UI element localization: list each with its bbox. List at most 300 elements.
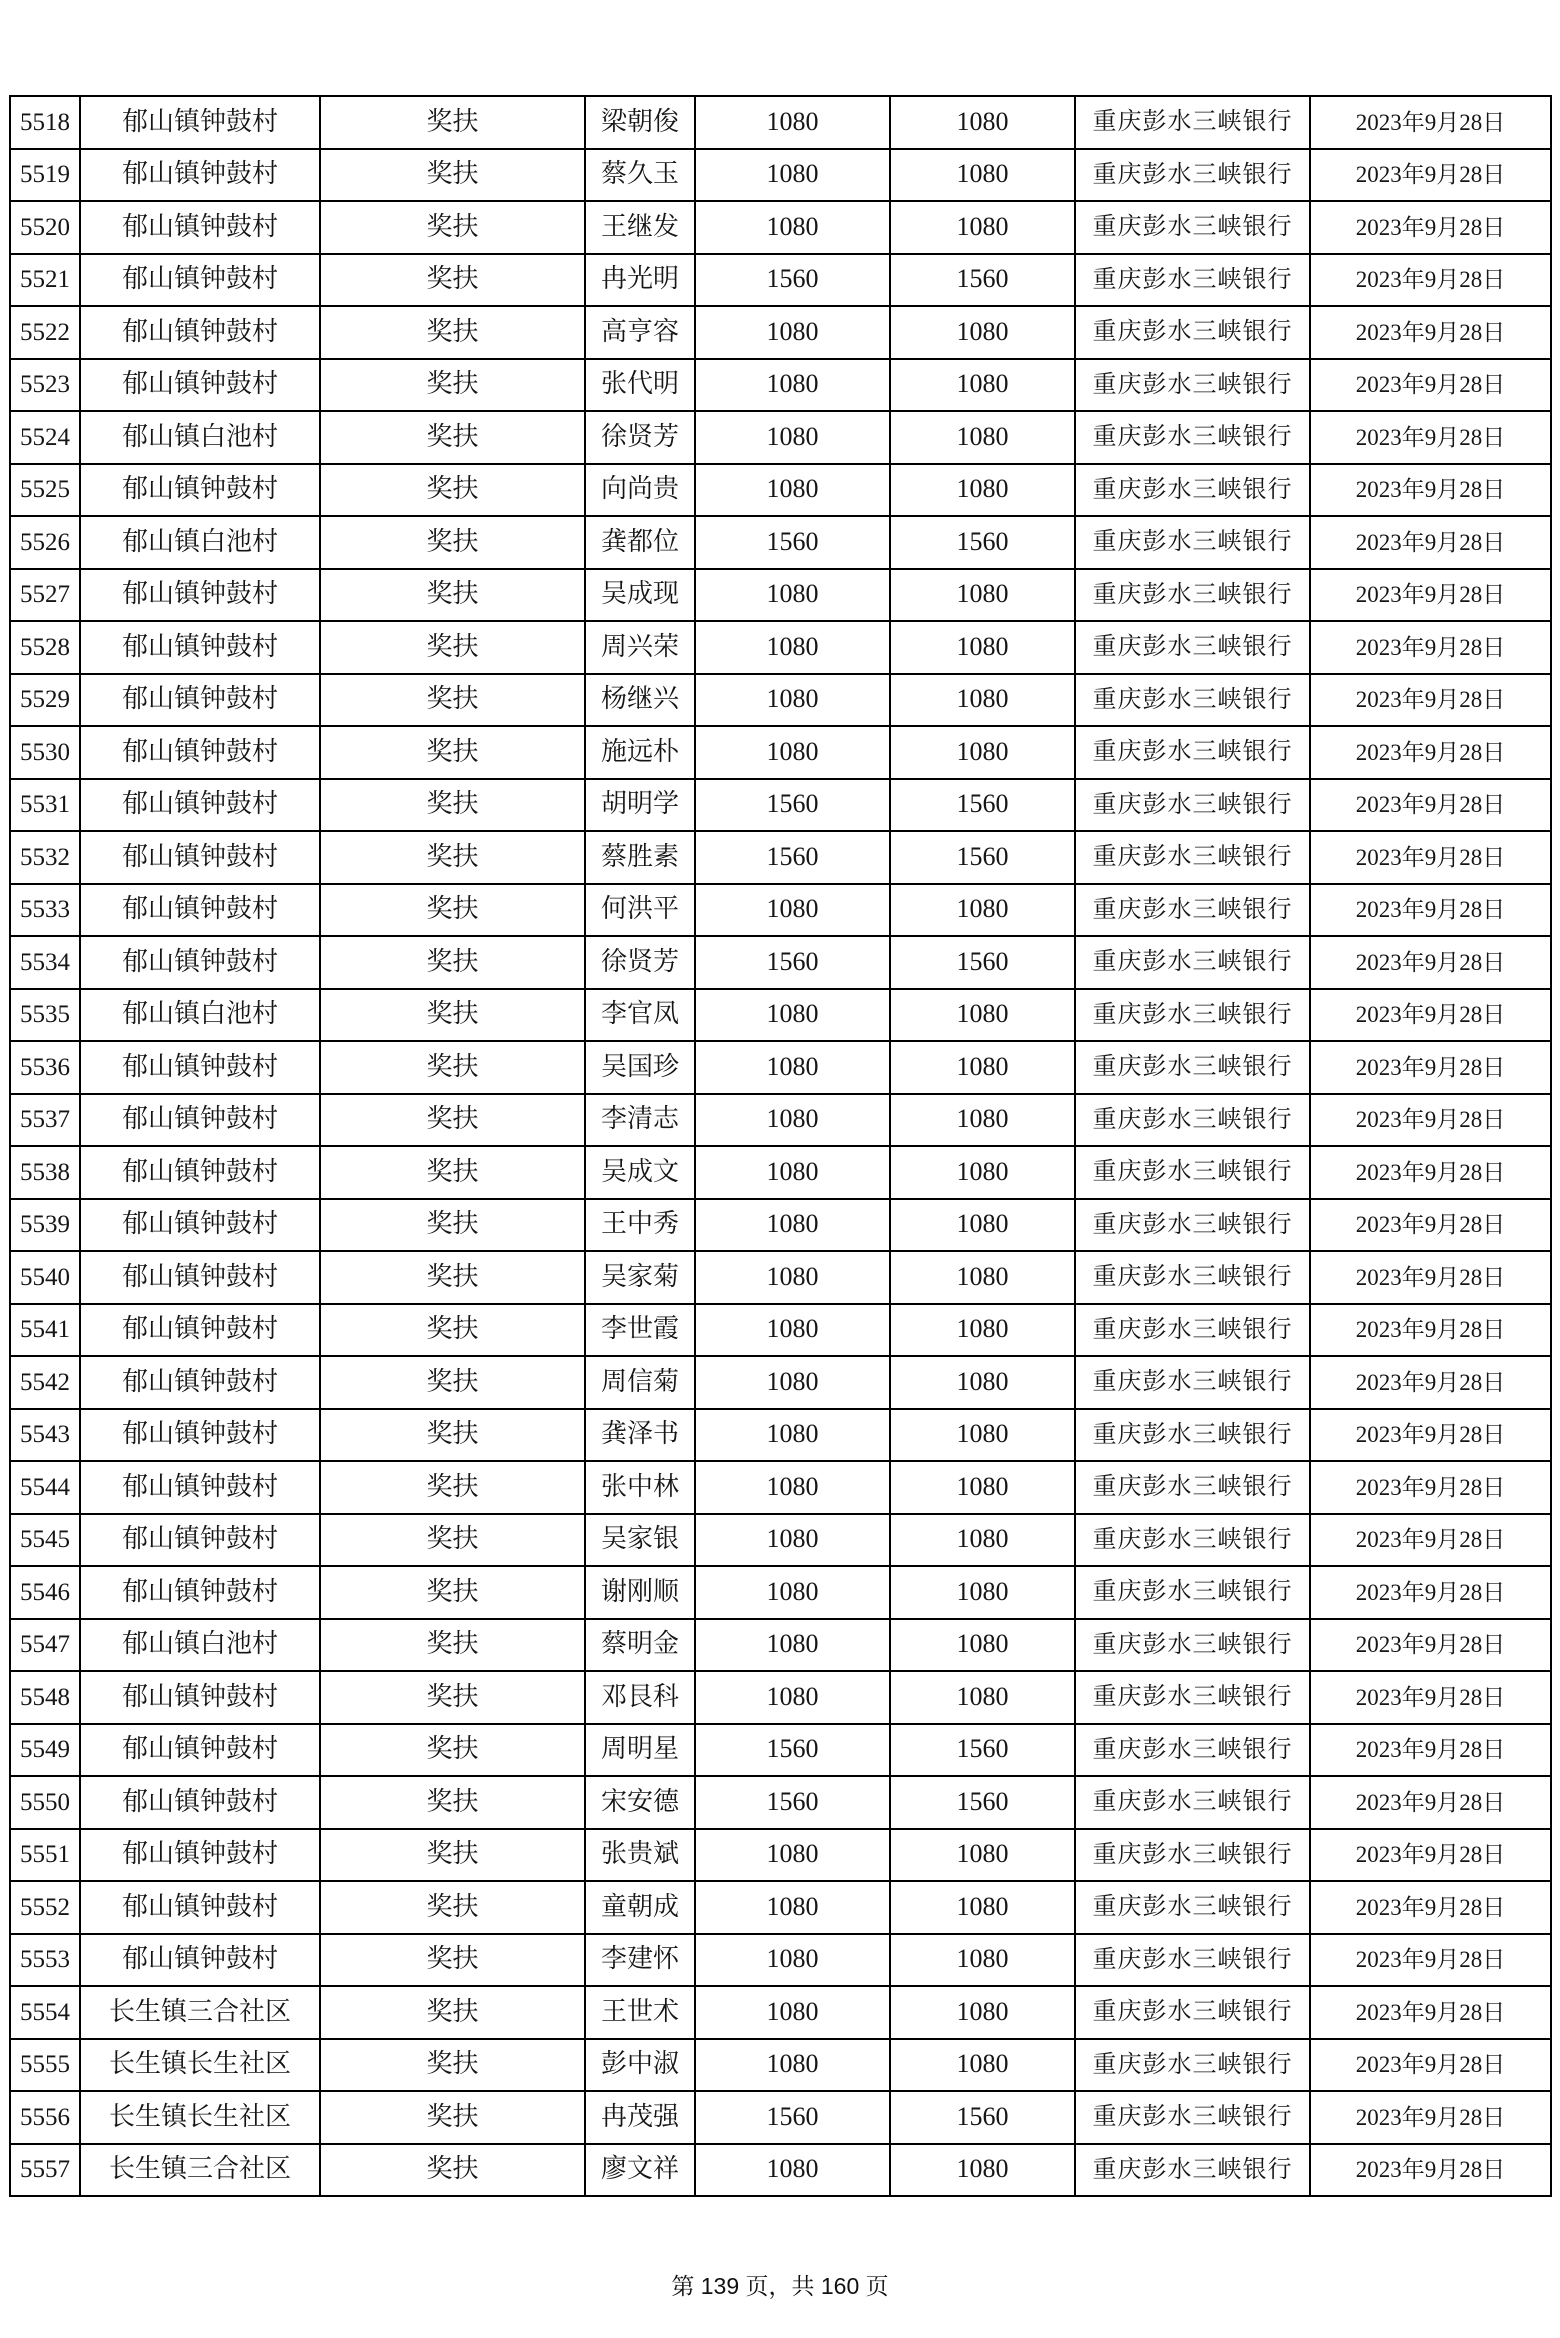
table-row [10,1251,1551,1304]
cell-category: 奖扶 [320,254,585,307]
cell-bank: 重庆彭水三峡银行 [1075,359,1310,412]
cell-amount-1: 1560 [695,254,890,307]
cell-serial-number: 5544 [10,1461,80,1514]
cell-amount-1: 1080 [695,359,890,412]
cell-category: 奖扶 [320,569,585,622]
cell-date: 2023年9月28日 [1310,2039,1551,2092]
cell-amount-1: 1080 [695,1514,890,1567]
cell-person-name: 彭中淑 [585,2039,695,2092]
table-row [10,149,1551,202]
cell-serial-number: 5555 [10,2039,80,2092]
cell-village: 郁山镇钟鼓村 [80,831,320,884]
cell-amount-2: 1080 [890,1146,1075,1199]
cell-category: 奖扶 [320,1461,585,1514]
table-row [10,1409,1551,1462]
cell-serial-number: 5524 [10,411,80,464]
cell-serial-number: 5535 [10,989,80,1042]
cell-category: 奖扶 [320,411,585,464]
cell-amount-1: 1080 [695,1199,890,1252]
cell-amount-2: 1080 [890,1829,1075,1882]
cell-serial-number: 5542 [10,1356,80,1409]
cell-date: 2023年9月28日 [1310,569,1551,622]
table-row [10,516,1551,569]
table-row [10,726,1551,779]
cell-amount-2: 1080 [890,306,1075,359]
cell-amount-2: 1080 [890,1356,1075,1409]
cell-category: 奖扶 [320,1619,585,1672]
cell-serial-number: 5539 [10,1199,80,1252]
cell-date: 2023年9月28日 [1310,1514,1551,1567]
cell-bank: 重庆彭水三峡银行 [1075,1881,1310,1934]
cell-amount-2: 1080 [890,1986,1075,2039]
cell-person-name: 何洪平 [585,884,695,937]
cell-date: 2023年9月28日 [1310,2091,1551,2144]
cell-bank: 重庆彭水三峡银行 [1075,1566,1310,1619]
cell-amount-1: 1080 [695,674,890,727]
cell-date: 2023年9月28日 [1310,1881,1551,1934]
cell-date: 2023年9月28日 [1310,884,1551,937]
cell-date: 2023年9月28日 [1310,411,1551,464]
cell-person-name: 李清志 [585,1094,695,1147]
cell-date: 2023年9月28日 [1310,779,1551,832]
cell-category: 奖扶 [320,1881,585,1934]
cell-date: 2023年9月28日 [1310,1724,1551,1777]
table-row [10,884,1551,937]
cell-amount-2: 1080 [890,2144,1075,2197]
cell-person-name: 宋安德 [585,1776,695,1829]
cell-bank: 重庆彭水三峡银行 [1075,1356,1310,1409]
cell-amount-2: 1080 [890,726,1075,779]
cell-category: 奖扶 [320,936,585,989]
cell-category: 奖扶 [320,1829,585,1882]
cell-category: 奖扶 [320,1251,585,1304]
cell-amount-1: 1080 [695,1041,890,1094]
cell-village: 郁山镇钟鼓村 [80,569,320,622]
cell-category: 奖扶 [320,1094,585,1147]
cell-amount-1: 1560 [695,1776,890,1829]
cell-person-name: 周兴荣 [585,621,695,674]
cell-village: 郁山镇钟鼓村 [80,306,320,359]
cell-category: 奖扶 [320,884,585,937]
cell-village: 郁山镇钟鼓村 [80,1094,320,1147]
table-row [10,2091,1551,2144]
cell-village: 郁山镇钟鼓村 [80,1934,320,1987]
cell-bank: 重庆彭水三峡银行 [1075,1199,1310,1252]
cell-category: 奖扶 [320,2144,585,2197]
cell-category: 奖扶 [320,1934,585,1987]
cell-village: 郁山镇钟鼓村 [80,1566,320,1619]
cell-serial-number: 5549 [10,1724,80,1777]
cell-bank: 重庆彭水三峡银行 [1075,1146,1310,1199]
cell-bank: 重庆彭水三峡银行 [1075,621,1310,674]
cell-date: 2023年9月28日 [1310,96,1551,149]
cell-amount-2: 1080 [890,1934,1075,1987]
cell-serial-number: 5536 [10,1041,80,1094]
cell-person-name: 梁朝俊 [585,96,695,149]
cell-category: 奖扶 [320,674,585,727]
cell-amount-1: 1560 [695,936,890,989]
cell-amount-2: 1560 [890,516,1075,569]
cell-bank: 重庆彭水三峡银行 [1075,831,1310,884]
cell-serial-number: 5523 [10,359,80,412]
cell-person-name: 童朝成 [585,1881,695,1934]
cell-amount-1: 1560 [695,516,890,569]
cell-amount-1: 1560 [695,2091,890,2144]
cell-category: 奖扶 [320,2091,585,2144]
cell-serial-number: 5522 [10,306,80,359]
cell-serial-number: 5520 [10,201,80,254]
cell-category: 奖扶 [320,1356,585,1409]
cell-amount-2: 1560 [890,1776,1075,1829]
cell-village: 郁山镇钟鼓村 [80,149,320,202]
table-row [10,1041,1551,1094]
cell-date: 2023年9月28日 [1310,1251,1551,1304]
cell-bank: 重庆彭水三峡银行 [1075,1409,1310,1462]
cell-amount-1: 1080 [695,1304,890,1357]
cell-village: 郁山镇钟鼓村 [80,936,320,989]
cell-serial-number: 5540 [10,1251,80,1304]
cell-bank: 重庆彭水三峡银行 [1075,2091,1310,2144]
cell-amount-2: 1560 [890,779,1075,832]
cell-village: 郁山镇钟鼓村 [80,726,320,779]
cell-amount-1: 1080 [695,1094,890,1147]
cell-village: 郁山镇钟鼓村 [80,359,320,412]
cell-village: 郁山镇钟鼓村 [80,1671,320,1724]
cell-village: 郁山镇钟鼓村 [80,779,320,832]
cell-village: 郁山镇白池村 [80,411,320,464]
cell-serial-number: 5521 [10,254,80,307]
cell-date: 2023年9月28日 [1310,1829,1551,1882]
cell-amount-2: 1080 [890,1671,1075,1724]
cell-person-name: 周信菊 [585,1356,695,1409]
cell-village: 郁山镇钟鼓村 [80,1041,320,1094]
cell-date: 2023年9月28日 [1310,149,1551,202]
cell-bank: 重庆彭水三峡银行 [1075,464,1310,517]
cell-amount-2: 1080 [890,464,1075,517]
cell-bank: 重庆彭水三峡银行 [1075,1514,1310,1567]
cell-serial-number: 5547 [10,1619,80,1672]
cell-amount-2: 1080 [890,1881,1075,1934]
cell-village: 郁山镇钟鼓村 [80,1881,320,1934]
cell-category: 奖扶 [320,516,585,569]
cell-amount-2: 1080 [890,674,1075,727]
table-row [10,1776,1551,1829]
cell-date: 2023年9月28日 [1310,621,1551,674]
cell-amount-1: 1080 [695,149,890,202]
cell-amount-1: 1080 [695,464,890,517]
cell-amount-1: 1080 [695,96,890,149]
cell-serial-number: 5528 [10,621,80,674]
cell-village: 郁山镇钟鼓村 [80,1409,320,1462]
table-row [10,1566,1551,1619]
cell-date: 2023年9月28日 [1310,726,1551,779]
table-row [10,1619,1551,1672]
cell-person-name: 张贵斌 [585,1829,695,1882]
cell-serial-number: 5546 [10,1566,80,1619]
cell-amount-1: 1080 [695,1934,890,1987]
cell-amount-2: 1560 [890,254,1075,307]
cell-village: 长生镇三合社区 [80,1986,320,2039]
cell-amount-2: 1080 [890,359,1075,412]
cell-category: 奖扶 [320,1776,585,1829]
cell-category: 奖扶 [320,464,585,517]
cell-date: 2023年9月28日 [1310,831,1551,884]
cell-village: 郁山镇钟鼓村 [80,1829,320,1882]
cell-person-name: 廖文祥 [585,2144,695,2197]
cell-serial-number: 5552 [10,1881,80,1934]
cell-amount-2: 1560 [890,936,1075,989]
cell-person-name: 徐贤芳 [585,936,695,989]
cell-date: 2023年9月28日 [1310,1409,1551,1462]
cell-village: 郁山镇钟鼓村 [80,1146,320,1199]
cell-serial-number: 5537 [10,1094,80,1147]
cell-person-name: 蔡胜素 [585,831,695,884]
cell-bank: 重庆彭水三峡银行 [1075,1304,1310,1357]
cell-amount-2: 1080 [890,884,1075,937]
cell-category: 奖扶 [320,1146,585,1199]
cell-person-name: 杨继兴 [585,674,695,727]
cell-bank: 重庆彭水三峡银行 [1075,201,1310,254]
cell-amount-1: 1080 [695,201,890,254]
cell-serial-number: 5518 [10,96,80,149]
cell-village: 郁山镇钟鼓村 [80,1514,320,1567]
cell-bank: 重庆彭水三峡银行 [1075,96,1310,149]
cell-bank: 重庆彭水三峡银行 [1075,674,1310,727]
cell-bank: 重庆彭水三峡银行 [1075,1094,1310,1147]
cell-amount-1: 1080 [695,1146,890,1199]
table-row [10,779,1551,832]
cell-person-name: 王中秀 [585,1199,695,1252]
cell-amount-1: 1560 [695,831,890,884]
cell-serial-number: 5526 [10,516,80,569]
page-footer: 第 139 页，共 160 页 [671,2273,889,2299]
cell-village: 长生镇长生社区 [80,2039,320,2092]
cell-amount-2: 1080 [890,96,1075,149]
cell-amount-2: 1080 [890,1041,1075,1094]
table-row [10,569,1551,622]
cell-bank: 重庆彭水三峡银行 [1075,726,1310,779]
table-row [10,831,1551,884]
cell-amount-2: 1080 [890,569,1075,622]
cell-person-name: 吴成现 [585,569,695,622]
cell-date: 2023年9月28日 [1310,1146,1551,1199]
cell-person-name: 冉茂强 [585,2091,695,2144]
cell-person-name: 冉光明 [585,254,695,307]
cell-amount-2: 1080 [890,1461,1075,1514]
cell-serial-number: 5525 [10,464,80,517]
cell-serial-number: 5519 [10,149,80,202]
cell-person-name: 王继发 [585,201,695,254]
table-row [10,96,1551,149]
cell-amount-2: 1080 [890,1566,1075,1619]
cell-village: 郁山镇白池村 [80,1619,320,1672]
cell-date: 2023年9月28日 [1310,201,1551,254]
cell-person-name: 龚泽书 [585,1409,695,1462]
cell-amount-1: 1080 [695,1409,890,1462]
cell-bank: 重庆彭水三峡银行 [1075,936,1310,989]
cell-amount-1: 1080 [695,1356,890,1409]
cell-person-name: 谢刚顺 [585,1566,695,1619]
table-row [10,411,1551,464]
cell-serial-number: 5545 [10,1514,80,1567]
table-row [10,1986,1551,2039]
table-row [10,254,1551,307]
cell-serial-number: 5532 [10,831,80,884]
cell-village: 长生镇长生社区 [80,2091,320,2144]
cell-amount-2: 1080 [890,149,1075,202]
cell-serial-number: 5529 [10,674,80,727]
table-row [10,1724,1551,1777]
cell-date: 2023年9月28日 [1310,254,1551,307]
cell-amount-2: 1080 [890,2039,1075,2092]
cell-serial-number: 5533 [10,884,80,937]
cell-person-name: 施远朴 [585,726,695,779]
cell-village: 郁山镇白池村 [80,516,320,569]
cell-amount-2: 1080 [890,1304,1075,1357]
cell-category: 奖扶 [320,1409,585,1462]
cell-date: 2023年9月28日 [1310,1094,1551,1147]
cell-person-name: 张中林 [585,1461,695,1514]
cell-amount-1: 1080 [695,1461,890,1514]
cell-village: 郁山镇钟鼓村 [80,621,320,674]
cell-amount-1: 1080 [695,726,890,779]
payment-table [9,95,1552,2197]
cell-category: 奖扶 [320,1671,585,1724]
cell-category: 奖扶 [320,1199,585,1252]
cell-date: 2023年9月28日 [1310,1776,1551,1829]
cell-village: 郁山镇钟鼓村 [80,96,320,149]
cell-village: 郁山镇钟鼓村 [80,1356,320,1409]
table-row [10,201,1551,254]
cell-date: 2023年9月28日 [1310,1041,1551,1094]
cell-date: 2023年9月28日 [1310,1986,1551,2039]
cell-person-name: 王世术 [585,1986,695,2039]
cell-amount-2: 1080 [890,1199,1075,1252]
cell-category: 奖扶 [320,306,585,359]
cell-village: 郁山镇钟鼓村 [80,1724,320,1777]
table-row [10,1304,1551,1357]
cell-serial-number: 5551 [10,1829,80,1882]
cell-date: 2023年9月28日 [1310,1619,1551,1672]
cell-serial-number: 5550 [10,1776,80,1829]
cell-date: 2023年9月28日 [1310,1461,1551,1514]
cell-person-name: 周明星 [585,1724,695,1777]
table-row [10,1829,1551,1882]
cell-person-name: 吴家银 [585,1514,695,1567]
cell-person-name: 徐贤芳 [585,411,695,464]
cell-amount-1: 1080 [695,1671,890,1724]
cell-person-name: 邓艮科 [585,1671,695,1724]
cell-person-name: 蔡久玉 [585,149,695,202]
cell-bank: 重庆彭水三峡银行 [1075,1724,1310,1777]
cell-amount-2: 1080 [890,1251,1075,1304]
cell-bank: 重庆彭水三峡银行 [1075,1619,1310,1672]
table-row [10,306,1551,359]
cell-amount-1: 1080 [695,884,890,937]
cell-date: 2023年9月28日 [1310,359,1551,412]
cell-date: 2023年9月28日 [1310,1566,1551,1619]
table-row [10,2144,1551,2197]
cell-serial-number: 5548 [10,1671,80,1724]
table-row [10,1199,1551,1252]
cell-village: 郁山镇白池村 [80,989,320,1042]
cell-amount-1: 1560 [695,779,890,832]
cell-amount-1: 1080 [695,1619,890,1672]
cell-amount-2: 1560 [890,831,1075,884]
table-row [10,674,1551,727]
cell-amount-2: 1080 [890,621,1075,674]
cell-category: 奖扶 [320,2039,585,2092]
cell-amount-1: 1080 [695,1251,890,1304]
cell-category: 奖扶 [320,96,585,149]
cell-amount-1: 1080 [695,989,890,1042]
cell-person-name: 吴国珍 [585,1041,695,1094]
cell-serial-number: 5534 [10,936,80,989]
cell-amount-1: 1080 [695,2144,890,2197]
cell-amount-2: 1560 [890,1724,1075,1777]
cell-person-name: 向尚贵 [585,464,695,517]
cell-amount-1: 1080 [695,411,890,464]
cell-amount-1: 1080 [695,1829,890,1882]
cell-amount-1: 1080 [695,569,890,622]
cell-category: 奖扶 [320,1304,585,1357]
table-row [10,1881,1551,1934]
cell-amount-2: 1080 [890,201,1075,254]
cell-serial-number: 5553 [10,1934,80,1987]
cell-category: 奖扶 [320,621,585,674]
cell-serial-number: 5557 [10,2144,80,2197]
cell-village: 郁山镇钟鼓村 [80,1251,320,1304]
cell-category: 奖扶 [320,726,585,779]
cell-category: 奖扶 [320,1566,585,1619]
table-row [10,1514,1551,1567]
cell-category: 奖扶 [320,1514,585,1567]
cell-date: 2023年9月28日 [1310,464,1551,517]
cell-category: 奖扶 [320,831,585,884]
cell-amount-2: 1080 [890,1094,1075,1147]
cell-bank: 重庆彭水三峡银行 [1075,1461,1310,1514]
cell-person-name: 张代明 [585,359,695,412]
table-row [10,1934,1551,1987]
table-row [10,621,1551,674]
table-row [10,464,1551,517]
cell-village: 郁山镇钟鼓村 [80,464,320,517]
cell-bank: 重庆彭水三峡银行 [1075,1041,1310,1094]
table-row [10,936,1551,989]
cell-date: 2023年9月28日 [1310,1199,1551,1252]
cell-category: 奖扶 [320,1724,585,1777]
cell-person-name: 李官凤 [585,989,695,1042]
cell-date: 2023年9月28日 [1310,2144,1551,2197]
table-row [10,1146,1551,1199]
cell-person-name: 高亨容 [585,306,695,359]
cell-amount-1: 1080 [695,306,890,359]
table-row [10,359,1551,412]
cell-category: 奖扶 [320,1986,585,2039]
cell-date: 2023年9月28日 [1310,936,1551,989]
cell-serial-number: 5538 [10,1146,80,1199]
cell-person-name: 蔡明金 [585,1619,695,1672]
cell-amount-1: 1080 [695,2039,890,2092]
cell-person-name: 李建怀 [585,1934,695,1987]
cell-bank: 重庆彭水三峡银行 [1075,149,1310,202]
cell-bank: 重庆彭水三峡银行 [1075,2144,1310,2197]
cell-village: 郁山镇钟鼓村 [80,884,320,937]
cell-category: 奖扶 [320,779,585,832]
cell-date: 2023年9月28日 [1310,1934,1551,1987]
cell-village: 郁山镇钟鼓村 [80,674,320,727]
table-row [10,989,1551,1042]
